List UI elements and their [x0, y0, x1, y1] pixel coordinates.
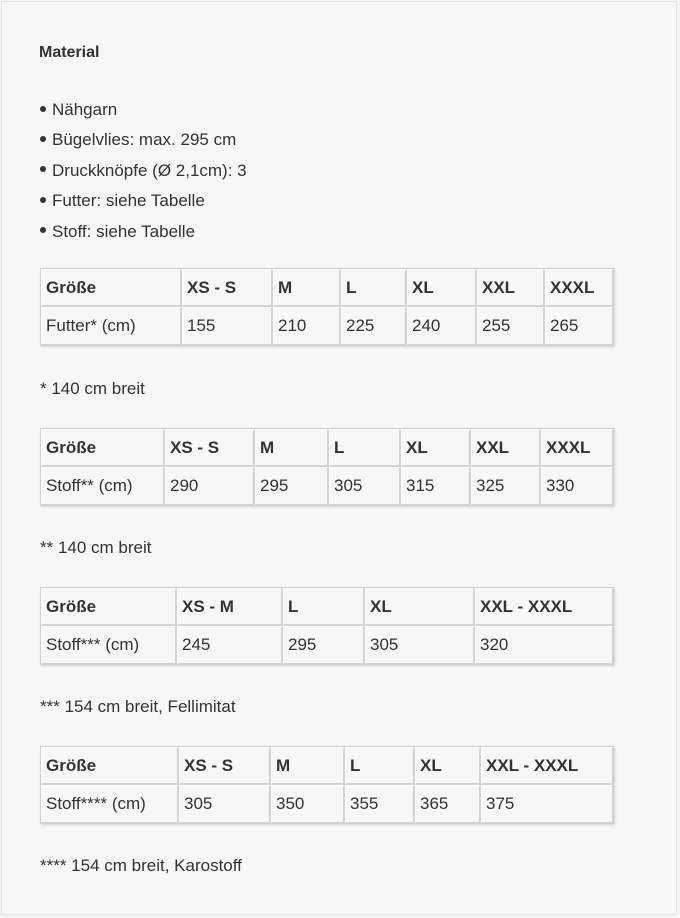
table-cell: 350 [271, 785, 345, 823]
table-header-row [41, 747, 613, 785]
table-header-cell: L [341, 269, 407, 307]
content-panel [1, 1, 677, 915]
table-cell: 355 [345, 785, 415, 823]
table-cell: 305 [179, 785, 271, 823]
table-cell: 330 [541, 467, 613, 505]
stoff-size-table-3 [40, 746, 614, 824]
table-row [41, 626, 613, 664]
table-footnote: * 140 cm breit [40, 379, 145, 398]
table-header-cell: Größe [41, 588, 177, 626]
table-header-cell: XXXL [541, 429, 613, 467]
material-list [40, 98, 247, 250]
stoff-size-table-2 [40, 587, 614, 665]
table-cell: 365 [415, 785, 481, 823]
table-cell: 320 [475, 626, 613, 664]
table-header-cell: L [283, 588, 365, 626]
table-cell: 315 [401, 467, 471, 505]
table-row [41, 307, 613, 345]
table-header-cell: M [273, 269, 341, 307]
list-item: Druckknöpfe (Ø 2,1cm): 3 [40, 159, 247, 189]
table-row [41, 467, 613, 505]
table-cell: 265 [545, 307, 613, 345]
table-header-cell: XXL [477, 269, 545, 307]
list-item: Bügelvlies: max. 295 cm [40, 128, 247, 158]
table-cell: 225 [341, 307, 407, 345]
table-cell: 305 [365, 626, 475, 664]
table-cell: 210 [273, 307, 341, 345]
list-item: Futter: siehe Tabelle [40, 189, 247, 219]
table-header-cell: Größe [41, 747, 179, 785]
table-header-cell: M [271, 747, 345, 785]
table-header-cell: Größe [41, 269, 182, 307]
table-header-cell: XS - S [179, 747, 271, 785]
table-cell: 295 [255, 467, 329, 505]
table-cell: 155 [182, 307, 273, 345]
table-header-cell: XS - S [182, 269, 273, 307]
table-header-cell: XS - S [165, 429, 255, 467]
table-footnote: *** 154 cm breit, Fellimitat [40, 697, 236, 716]
table-header-row [41, 588, 613, 626]
stoff-size-table-1 [40, 428, 614, 506]
table-header-cell: M [255, 429, 329, 467]
list-item: Nähgarn [40, 98, 247, 128]
table-cell: Stoff*** (cm) [41, 626, 177, 664]
table-header-cell: XL [415, 747, 481, 785]
table-header-cell: L [345, 747, 415, 785]
table-footnote: **** 154 cm breit, Karostoff [40, 856, 242, 875]
table-cell: 240 [407, 307, 477, 345]
list-item: Stoff: siehe Tabelle [40, 220, 247, 250]
table-cell: 255 [477, 307, 545, 345]
table-header-row [41, 269, 613, 307]
table-cell: Stoff**** (cm) [41, 785, 179, 823]
table-cell: 295 [283, 626, 365, 664]
table-header-cell: XS - M [177, 588, 283, 626]
table-cell: Futter* (cm) [41, 307, 182, 345]
table-header-cell: XXL - XXXL [475, 588, 613, 626]
table-cell: 325 [471, 467, 541, 505]
futter-size-table [40, 268, 614, 346]
table-header-cell: Größe [41, 429, 165, 467]
table-header-cell: XL [365, 588, 475, 626]
table-cell: 305 [329, 467, 401, 505]
table-header-cell: XL [407, 269, 477, 307]
table-cell: Stoff** (cm) [41, 467, 165, 505]
table-cell: 290 [165, 467, 255, 505]
section-heading: Material [39, 44, 100, 61]
table-header-cell: L [329, 429, 401, 467]
table-header-cell: XXL [471, 429, 541, 467]
table-header-row [41, 429, 613, 467]
table-cell: 245 [177, 626, 283, 664]
table-header-cell: XXL - XXXL [481, 747, 613, 785]
table-row [41, 785, 613, 823]
table-cell: 375 [481, 785, 613, 823]
table-header-cell: XXXL [545, 269, 613, 307]
table-header-cell: XL [401, 429, 471, 467]
table-footnote: ** 140 cm breit [40, 538, 152, 557]
